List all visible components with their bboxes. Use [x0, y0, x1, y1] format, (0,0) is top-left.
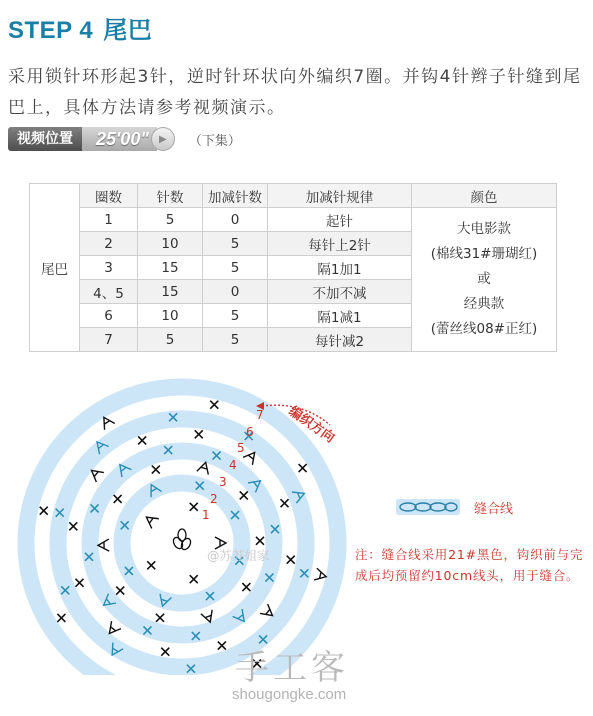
x-stitch-icon	[156, 614, 164, 622]
table-color-cell	[412, 208, 557, 352]
legend-label: 缝合线	[474, 501, 514, 517]
video-part-note: （下集）	[188, 133, 241, 149]
table-cell: 0	[203, 208, 268, 232]
step-description: 采用锁针环形起3针，逆时针环状向外编织7圈。并钩4针辫子针缝到尾巴上，具体方法请参考视频演示。	[8, 67, 582, 118]
color-line: 大电影款	[457, 221, 511, 237]
x-stitch-icon	[195, 430, 203, 438]
video-position-label: 视频位置	[8, 127, 82, 151]
table-cell: 每针上2针	[268, 232, 412, 256]
table-cell: 5	[203, 304, 268, 328]
table-header: 圈数	[80, 184, 138, 208]
table-row	[30, 208, 557, 232]
x-stitch-icon	[218, 642, 226, 650]
round-number: 4	[229, 458, 237, 472]
x-stitch-icon	[57, 614, 65, 622]
table-header: 颜色	[412, 184, 557, 208]
crochet-chart	[0, 375, 593, 675]
table-cell: 3	[80, 256, 138, 280]
play-icon[interactable]: ▶	[151, 127, 175, 151]
x-stitch-icon	[114, 495, 122, 503]
step-number: STEP 4	[8, 17, 94, 44]
direction-label: 编织方向	[285, 403, 337, 447]
table-header: 加减针数	[203, 184, 268, 208]
table-cell: 1	[80, 208, 138, 232]
x-stitch-icon	[116, 587, 124, 595]
stitch-table	[29, 183, 557, 352]
table-cell: 5	[203, 256, 268, 280]
table-part-cell: 尾巴	[30, 184, 80, 352]
table-cell: 不加不减	[268, 280, 412, 304]
table-cell: 5	[203, 232, 268, 256]
note-text: 注：缝合线采用21#黑色，钩织前与完成后均预留约10cm线头，用于缝合。	[355, 547, 584, 583]
watermark-author: @苏苏姐家	[207, 548, 270, 563]
table-cell: 6	[80, 304, 138, 328]
video-timestamp: 25'00"	[82, 127, 157, 151]
color-line: 或	[477, 271, 491, 287]
table-cell: 5	[138, 328, 203, 352]
table-cell: 5	[138, 208, 203, 232]
round-number: 7	[256, 408, 264, 422]
x-stitch-icon	[69, 522, 77, 530]
table-cell: 隔1加1	[268, 256, 412, 280]
table-cell: 7	[80, 328, 138, 352]
step-title	[8, 10, 152, 45]
table-cell: 15	[138, 256, 203, 280]
color-line: 经典款	[463, 296, 505, 312]
increase-stitch-icon	[143, 512, 159, 528]
table-header: 针数	[138, 184, 203, 208]
step-name: 尾巴	[103, 16, 153, 44]
chart-rings	[26, 387, 338, 675]
brand-watermark: 手工客	[235, 648, 349, 688]
round-number: 6	[246, 425, 254, 439]
round-number: 3	[219, 475, 227, 489]
table-cell: 每针减2	[268, 328, 412, 352]
round-number: 2	[210, 492, 218, 506]
table-cell: 10	[138, 232, 203, 256]
stitch-chain-icon	[396, 497, 460, 517]
table-header: 加减针规律	[268, 184, 412, 208]
x-stitch-icon	[242, 583, 250, 591]
video-position[interactable]	[8, 126, 241, 152]
x-stitch-icon	[40, 507, 48, 515]
x-stitch-icon	[152, 466, 160, 474]
table-cell: 0	[203, 280, 268, 304]
table-header-row	[30, 184, 557, 208]
x-stitch-icon	[161, 648, 169, 656]
x-stitch-icon	[240, 491, 248, 499]
table-cell: 4、5	[80, 280, 138, 304]
color-line: (蕾丝线08#正红)	[430, 321, 538, 337]
round-number: 5	[237, 441, 245, 455]
table-cell: 2	[80, 232, 138, 256]
x-stitch-icon	[147, 561, 155, 569]
round-number: 1	[202, 508, 210, 522]
legend	[396, 497, 513, 517]
table-cell: 隔1减1	[268, 304, 412, 328]
table-cell: 起针	[268, 208, 412, 232]
x-stitch-icon	[256, 537, 264, 545]
table-cell: 10	[138, 304, 203, 328]
x-stitch-icon	[138, 436, 146, 444]
x-stitch-icon	[210, 401, 218, 409]
x-stitch-icon	[299, 464, 307, 472]
table-cell: 15	[138, 280, 203, 304]
table-cell: 5	[203, 328, 268, 352]
x-stitch-icon	[75, 579, 83, 587]
increase-stitch-icon	[98, 539, 109, 551]
x-stitch-icon	[190, 575, 198, 583]
chain-ring-icon	[180, 537, 193, 551]
chain-ring-icon	[178, 529, 186, 541]
x-stitch-icon	[281, 499, 289, 507]
brand-url: shougongke.com	[232, 686, 347, 703]
x-stitch-icon	[190, 503, 198, 511]
color-line: (棉线31#珊瑚红)	[430, 246, 538, 262]
x-stitch-icon	[287, 556, 295, 564]
